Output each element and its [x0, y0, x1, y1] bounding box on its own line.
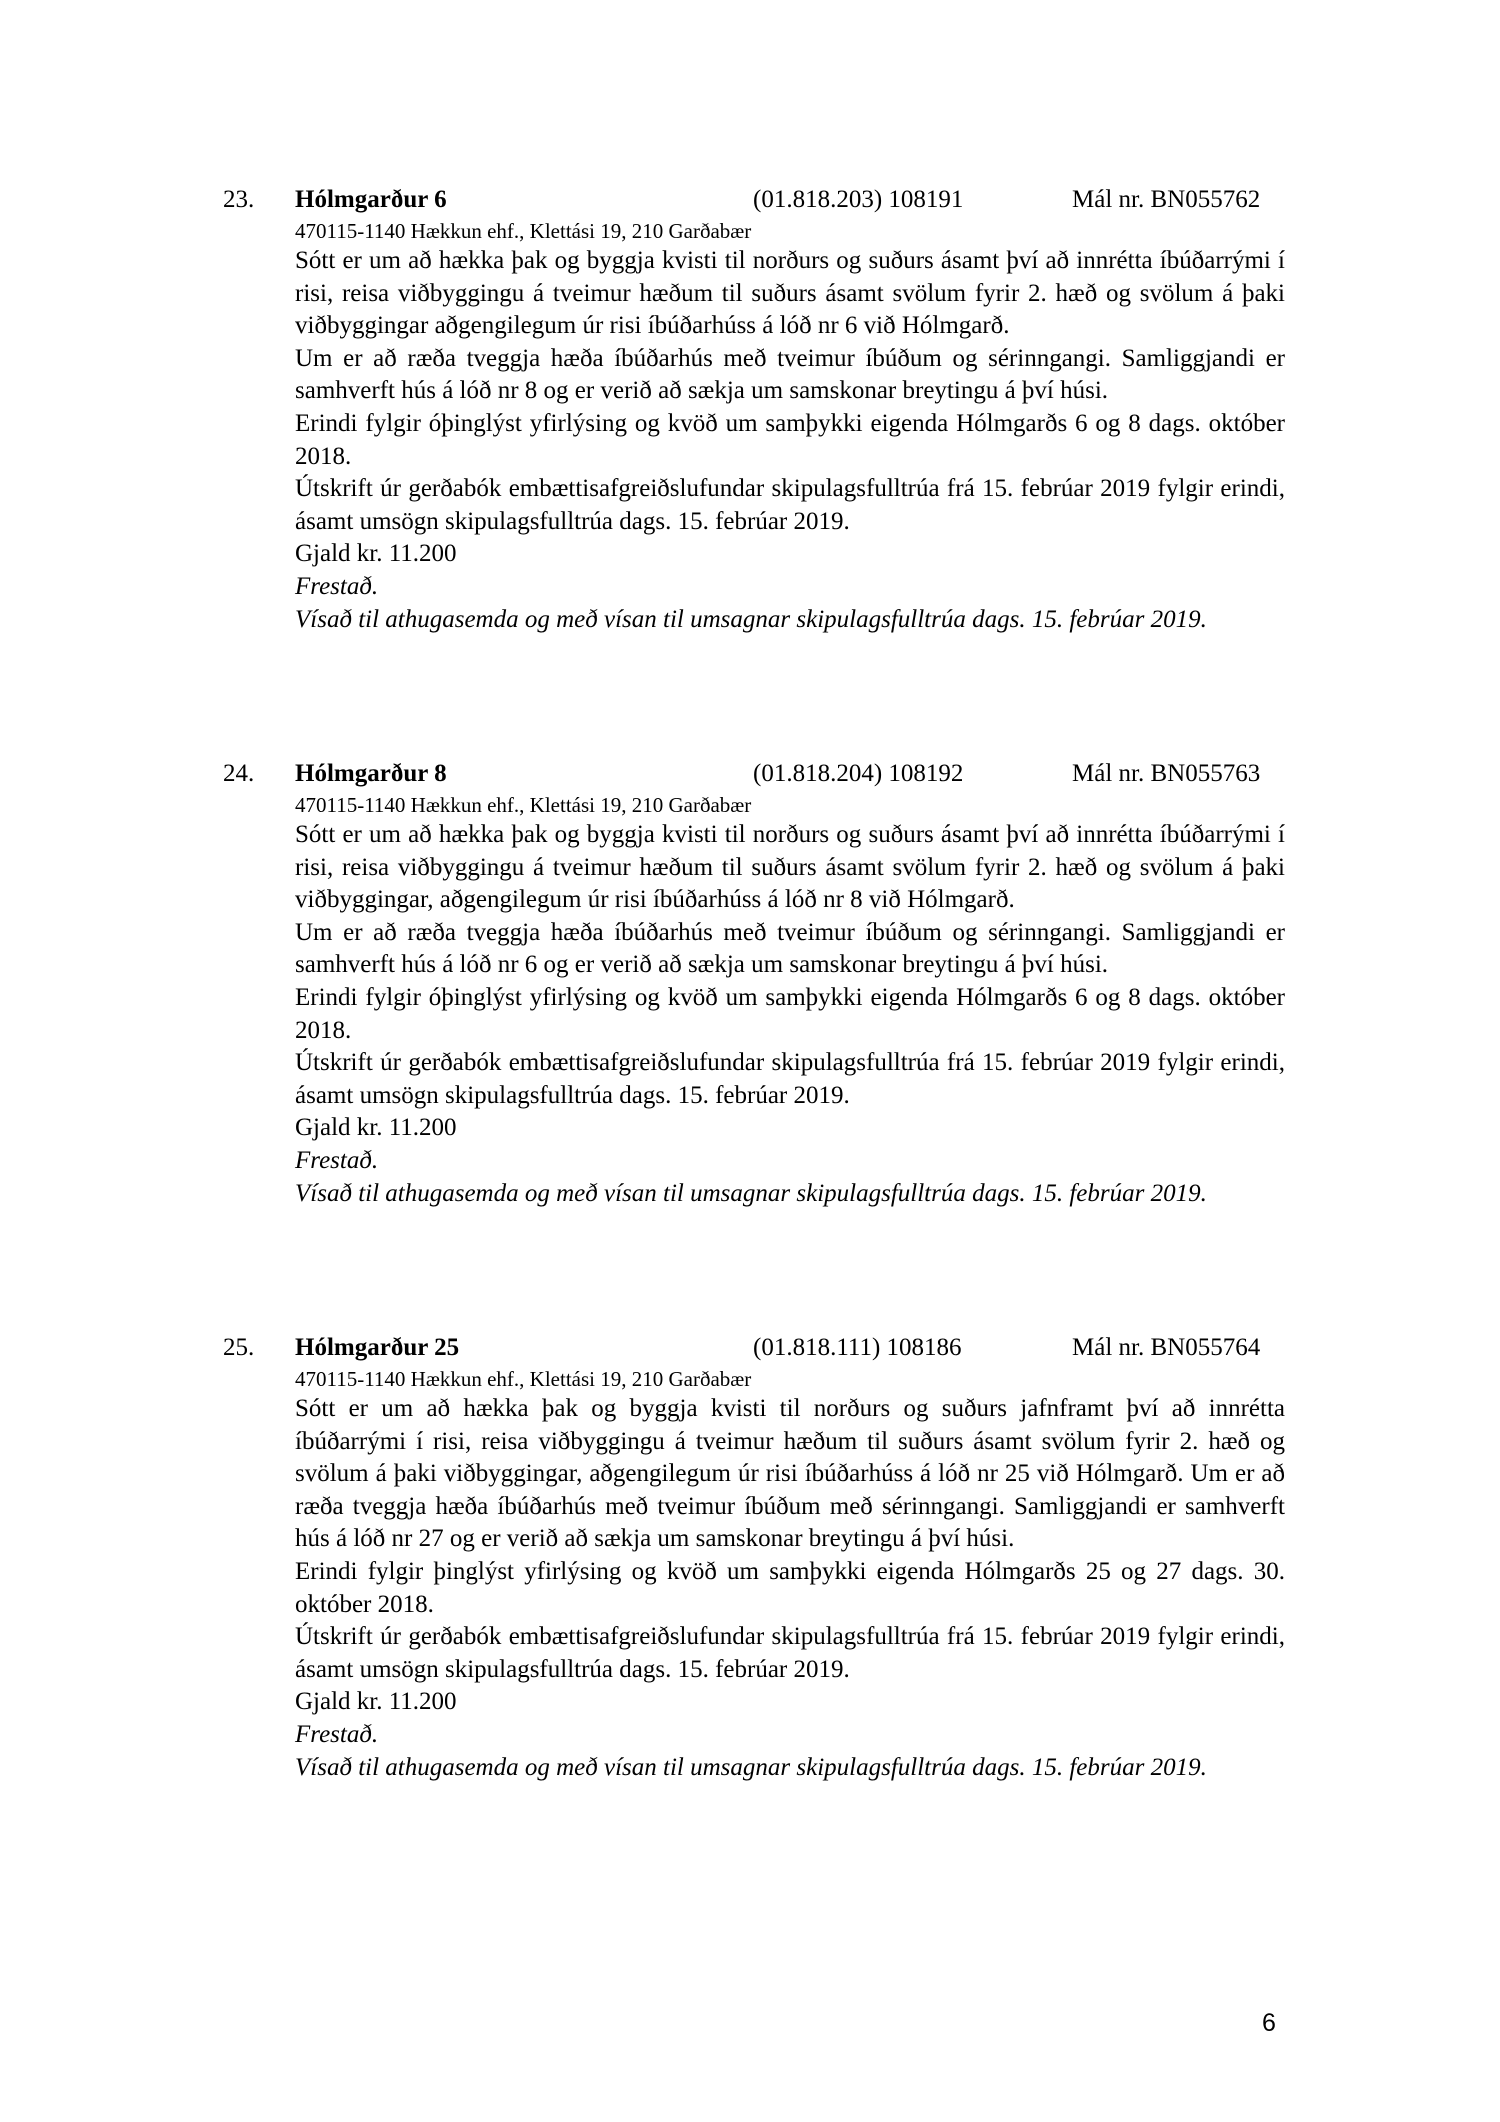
entry-title: Hólmgarður 25	[295, 1334, 460, 1361]
case-number: Mál nr. BN055762	[1072, 186, 1261, 213]
description-paragraph: Útskrift úr gerðabók embættisafgreiðslufundar skipulagsfulltrúa frá 15. febrúar 2019 fylgir erindi, ásamt umsögn skipulagsfulltrúa dags. 15. febrúar 2019.	[295, 475, 1285, 535]
property-reference: (01.818.111) 108186	[753, 1334, 962, 1361]
entry-number: 24.	[223, 760, 255, 787]
description-paragraph: Erindi fylgir óþinglýst yfirlýsing og kvöð um samþykki eigenda Hólmgarðs 6 og 8 dags. október 2018.	[295, 983, 1285, 1044]
entry-header	[223, 183, 1285, 217]
fee: Gjald kr. 11.200	[295, 1114, 457, 1142]
description-paragraph: Sótt er um að hækka þak og byggja kvisti til norðurs og suðurs ásamt því að innrétta íbúðarrými í risi, reisa viðbyggingu á tveimur hæðum til suðurs ásamt svölum fyrir 2. hæð og svölum á þaki viðbyggingar aðgengilegum úr risi íbúðarhúss á lóð nr 6 við Hólmgarð.	[295, 247, 1285, 340]
applicant: 470115-1140 Hækkun ehf., Klettási 19, 210 Garðabær	[295, 219, 752, 243]
description-paragraph: Erindi fylgir óþinglýst yfirlýsing og kvöð um samþykki eigenda Hólmgarðs 6 og 8 dags. október 2018.	[295, 409, 1285, 470]
entry-number: 23.	[223, 186, 255, 213]
case-entry	[223, 757, 1285, 1210]
page-number: 6	[1262, 2009, 1276, 2037]
decision: Frestað.	[295, 1146, 379, 1174]
description-paragraph: Um er að ræða tveggja hæða íbúðarhús með tveimur íbúðum og sérinngangi. Samliggjandi er samhverft hús á lóð nr 8 og er verið að sækja um samskonar breytingu á því húsi.	[295, 344, 1285, 405]
entry-header	[223, 757, 1285, 791]
entry-title: Hólmgarður 8	[295, 760, 447, 787]
property-reference: (01.818.204) 108192	[753, 760, 964, 787]
case-entry	[223, 183, 1285, 636]
description-paragraph: Sótt er um að hækka þak og byggja kvisti til norðurs og suðurs ásamt því að innrétta íbúðarrými í risi, reisa viðbyggingu á tveimur hæðum til suðurs ásamt svölum fyrir 2. hæð og svölum á þaki viðbyggingar, aðgengilegum úr risi íbúðarhúss á lóð nr 8 við Hólmgarð.	[295, 821, 1285, 914]
entry-body	[295, 217, 1285, 636]
entry-title: Hólmgarður 6	[295, 186, 447, 213]
description-paragraph: Útskrift úr gerðabók embættisafgreiðslufundar skipulagsfulltrúa frá 15. febrúar 2019 fylgir erindi, ásamt umsögn skipulagsfulltrúa dags. 15. febrúar 2019.	[295, 1623, 1285, 1683]
description-paragraph: Um er að ræða tveggja hæða íbúðarhús með tveimur íbúðum og sérinngangi. Samliggjandi er samhverft hús á lóð nr 6 og er verið að sækja um samskonar breytingu á því húsi.	[295, 918, 1285, 979]
case-number: Mál nr. BN055763	[1072, 760, 1261, 787]
applicant: 470115-1140 Hækkun ehf., Klettási 19, 210 Garðabær	[295, 1367, 752, 1391]
entry-body	[295, 791, 1285, 1210]
decision: Frestað.	[295, 572, 379, 600]
decision-note: Vísað til athugasemda og með vísan til umsagnar skipulagsfulltrúa dags. 15. febrúar 2019.	[295, 605, 1207, 633]
decision: Frestað.	[295, 1720, 379, 1748]
description-paragraph: Sótt er um að hækka þak og byggja kvisti til norðurs og suðurs jafnframt því að innrétta íbúðarrými í risi, reisa viðbyggingu á tveimur hæðum til suðurs ásamt svölum fyrir 2. hæð og svölum á þaki viðbyggingar, aðgengilegum úr risi íbúðarhúss á lóð nr 25 við Hólmgarð. Um er að ræða tveggja hæða íbúðarhús með tveimur íbúðum með sérinngangi. Samliggjandi er samhverft hús á lóð nr 27 og er verið að sækja um samskonar breytingu á því húsi.	[295, 1395, 1285, 1553]
case-number: Mál nr. BN055764	[1072, 1334, 1261, 1361]
decision-note: Vísað til athugasemda og með vísan til umsagnar skipulagsfulltrúa dags. 15. febrúar 2019.	[295, 1179, 1207, 1207]
entry-body	[295, 1365, 1285, 1784]
fee: Gjald kr. 11.200	[295, 540, 457, 568]
fee: Gjald kr. 11.200	[295, 1688, 457, 1716]
description-paragraph: Útskrift úr gerðabók embættisafgreiðslufundar skipulagsfulltrúa frá 15. febrúar 2019 fylgir erindi, ásamt umsögn skipulagsfulltrúa dags. 15. febrúar 2019.	[295, 1049, 1285, 1109]
decision-note: Vísað til athugasemda og með vísan til umsagnar skipulagsfulltrúa dags. 15. febrúar 2019.	[295, 1753, 1207, 1781]
applicant: 470115-1140 Hækkun ehf., Klettási 19, 210 Garðabær	[295, 793, 752, 817]
entry-number: 25.	[223, 1334, 255, 1361]
property-reference: (01.818.203) 108191	[753, 186, 964, 213]
case-entry	[223, 1331, 1285, 1784]
description-paragraph: Erindi fylgir þinglýst yfirlýsing og kvöð um samþykki eigenda Hólmgarðs 25 og 27 dags. 30. október 2018.	[295, 1557, 1285, 1618]
entry-header	[223, 1331, 1285, 1365]
